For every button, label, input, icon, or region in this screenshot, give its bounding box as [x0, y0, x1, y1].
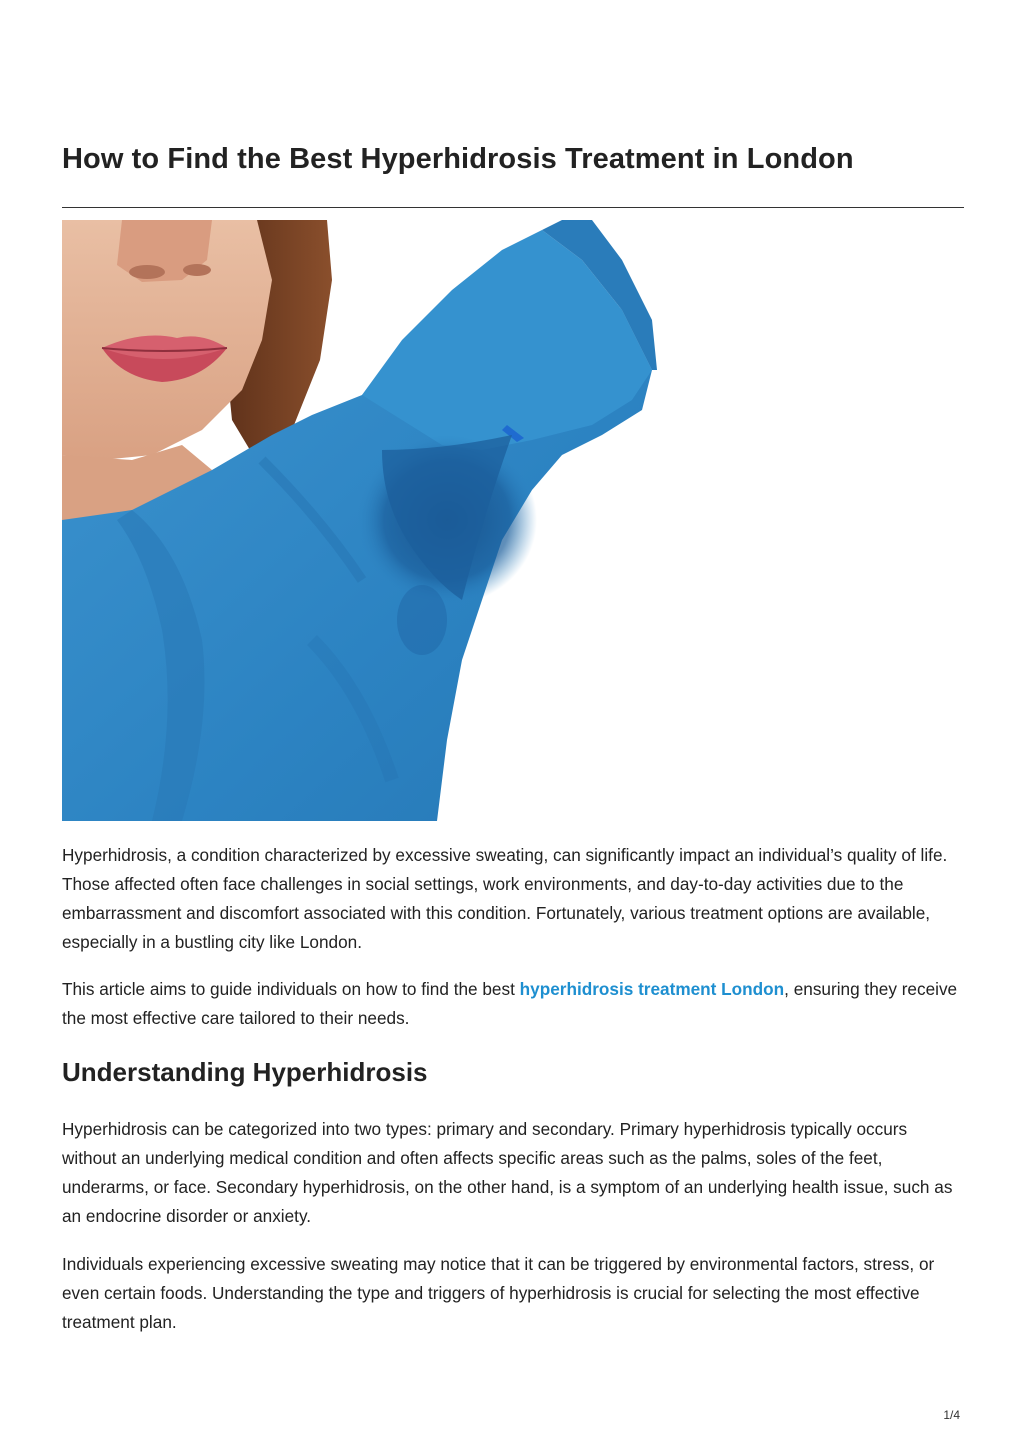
triggers-paragraph: Individuals experiencing excessive sweating may notice that it can be triggered by environmental factors, stress, or even certain foods. Understanding the type and triggers of hyperhidrosis is crucial for selecting the most effective treatment plan.	[62, 1254, 935, 1332]
hyperhidrosis-treatment-link[interactable]: hyperhidrosis treatment London	[519, 979, 785, 999]
guide-paragraph	[62, 975, 964, 1033]
guide-paragraph-text-start: This article aims to guide individuals on how to find the best	[62, 979, 520, 999]
types-paragraph: Hyperhidrosis can be categorized into two types: primary and secondary. Primary hyperhidrosis typically occurs without an underlying medical condition and often affects specific areas such as the palms, soles of the feet, underarms, or face. Secondary hyperhidrosis, on the other hand, is a symptom of an underlying health issue, such as an endocrine disorder or anxiety.	[62, 1119, 953, 1226]
page-number: 1/4	[943, 1408, 960, 1422]
hero-image	[62, 220, 784, 821]
page-title: How to Find the Best Hyperhidrosis Treatment in London	[62, 143, 854, 175]
woman-underarm-sweat-illustration	[62, 220, 784, 821]
guide-paragraph-text-end: , ensuring they receive the most effective care tailored to their needs.	[62, 979, 958, 1028]
intro-paragraph: Hyperhidrosis, a condition characterized by excessive sweating, can significantly impact an individual’s quality of life. Those affected often face challenges in social settings, work environments, and day-to-day activities due to the embarrassment and discomfort associated with this condition. Fortunately, various treatment options are available, especially in a bustling city like London.	[62, 845, 948, 952]
section-heading: Understanding Hyperhidrosis	[62, 1057, 428, 1087]
title-divider	[62, 207, 964, 208]
